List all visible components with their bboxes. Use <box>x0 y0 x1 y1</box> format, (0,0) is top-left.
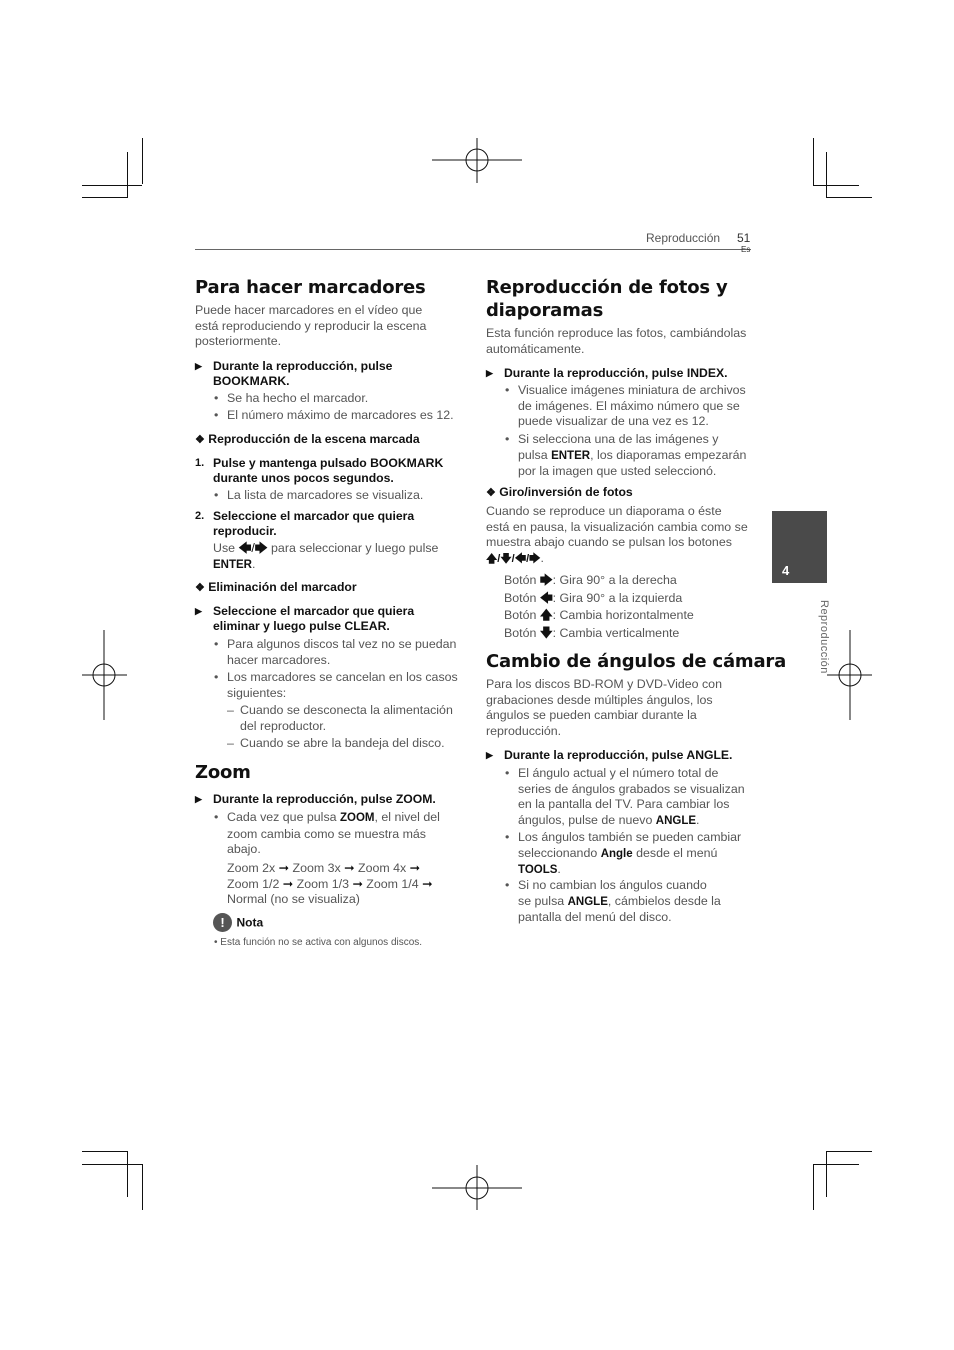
note-box <box>213 913 263 932</box>
zoom-step: ▶ Durante la reproducción, pulse ZOOM. <box>195 792 436 806</box>
list-item: – Cuando se desconecta la alimentación del reproductor. <box>240 703 453 734</box>
zoom-title: Zoom <box>195 762 251 783</box>
list-item: • El ángulo actual y el número total de series de ángulos grabados se visualizan en la pantalla del TV. Para cambiar los ángulos, pulse de nuevo ANGLE. <box>518 766 745 829</box>
button-row: Botón 🡇: Cambia verticalmente <box>504 626 680 640</box>
chapter-label: Reproducción <box>818 600 830 674</box>
chapter-number: 4 <box>782 563 790 578</box>
angles-step: ▶ Durante la reproducción, pulse ANGLE. <box>486 748 733 762</box>
subheading-rotate: ❖ Giro/inversión de fotos <box>486 485 633 499</box>
subheading-delete: ❖ Eliminación del marcador <box>195 580 357 594</box>
chapter-tab <box>772 511 827 583</box>
numbered-step-2: 2. Seleccione el marcador que quiera reproducir. <box>195 509 415 538</box>
subheading-scene: ❖ Reproducción de la escena marcada <box>195 432 420 446</box>
down-arrow-icon: 🡇 <box>539 626 553 640</box>
language-code: Es <box>741 245 751 254</box>
list-item: • Cada vez que pulsa ZOOM, el nivel del zoom cambia como se muestra más abajo. <box>227 810 457 858</box>
button-row: Botón 🡄: Gira 90° a la izquierda <box>504 591 683 605</box>
list-item: • La lista de marcadores se visualiza. <box>227 488 423 504</box>
arrow-icon: ➞ <box>282 876 294 891</box>
right-arrow-icon: 🡆 <box>254 541 268 555</box>
bookmark-step-1: ▶ Durante la reproducción, pulse BOOKMARK. <box>195 359 393 388</box>
left-arrow-icon: 🡄 <box>539 591 553 605</box>
list-item: • Los ángulos también se pueden cambiar seleccionando Angle desde el menú TOOLS. <box>518 830 741 879</box>
button-row: Botón 🡅: Cambia horizontalmente <box>504 608 694 622</box>
arrow-icon: ➞ <box>278 861 290 875</box>
photos-title: Reproducción de fotos y diaporamas <box>486 277 728 321</box>
header-section: Reproducción <box>646 231 721 245</box>
arrow-icon: ➞ <box>352 876 363 891</box>
list-item: • Los marcadores se cancelan en los casos siguientes: <box>227 670 458 701</box>
angles-title: Cambio de ángulos de cámara <box>486 651 787 672</box>
list-item: • Si selecciona una de las imágenes y pulsa ENTER, los diaporamas empezarán por la imagen que usted seleccionó. <box>518 432 746 480</box>
zoom-sequence: Zoom 2x ➞ Zoom 3x ➞ Zoom 4x ➞ Zoom 1/2 ➞ Zoom 1/3 ➞ Zoom 1/4 ➞ Normal (no se visualiza) <box>227 861 433 907</box>
rotate-paragraph: Cuando se reproduce un diaporama o éste está en pausa, la visualización cambia como se muestra abajo cuando se pulsan los botones 🡅/🡇/🡄/🡆. <box>486 504 748 565</box>
arrow-icon: ➞ <box>409 861 421 875</box>
list-item: • Se ha hecho el marcador. <box>227 391 368 407</box>
right-arrow-icon: 🡆 <box>539 573 553 587</box>
note-title: Nota <box>236 915 264 930</box>
photos-intro: Esta función reproduce las fotos, cambiándolas automáticamente. <box>486 326 747 356</box>
list-item: • Para algunos discos tal vez no se puedan hacer marcadores. <box>227 637 456 668</box>
photos-step: ▶ Durante la reproducción, pulse INDEX. <box>486 366 728 380</box>
list-item: • Si no cambian los ángulos cuando se pulsa ANGLE, cámbielos desde la pantalla del menú del disco. <box>518 878 721 926</box>
bookmark-step-delete: ▶ Seleccione el marcador que quiera eliminar y luego pulse CLEAR. <box>195 604 415 633</box>
use-instruction: Use 🡄/🡆 para seleccionar y luego pulse ENTER. <box>213 541 439 571</box>
angles-intro: Para los discos BD-ROM y DVD-Video con grabaciones desde múltiples ángulos, los ángulos se pueden cambiar durante la reproducción. <box>486 677 722 738</box>
page-number: 51 <box>737 231 751 245</box>
arrow-icon: ➞ <box>422 876 433 891</box>
numbered-step-1: 1. Pulse y mantenga pulsado BOOKMARK durante unos pocos segundos. <box>195 456 444 485</box>
arrow-buttons-icon: 🡅/🡇/🡄/🡆 <box>486 552 541 565</box>
left-arrow-icon: 🡄 <box>238 541 252 555</box>
bookmark-title: Para hacer marcadores <box>195 277 426 298</box>
bookmark-intro: Puede hacer marcadores en el vídeo que está reproduciendo y reproducir la escena posteriormente. <box>195 303 427 349</box>
list-item: • Visualice imágenes miniatura de archivos de imágenes. El máximo número que se puede visualizar de una vez es 12. <box>518 383 746 430</box>
button-row: Botón 🡆: Gira 90° a la derecha <box>504 573 677 587</box>
note-text: • Esta función no se activa con algunos discos. <box>214 937 423 948</box>
warning-icon: ! <box>213 913 232 932</box>
arrow-icon: ➞ <box>344 861 355 875</box>
list-item: – Cuando se abre la bandeja del disco. <box>240 736 445 752</box>
up-arrow-icon: 🡅 <box>539 608 553 622</box>
list-item: • El número máximo de marcadores es 12. <box>227 408 454 424</box>
